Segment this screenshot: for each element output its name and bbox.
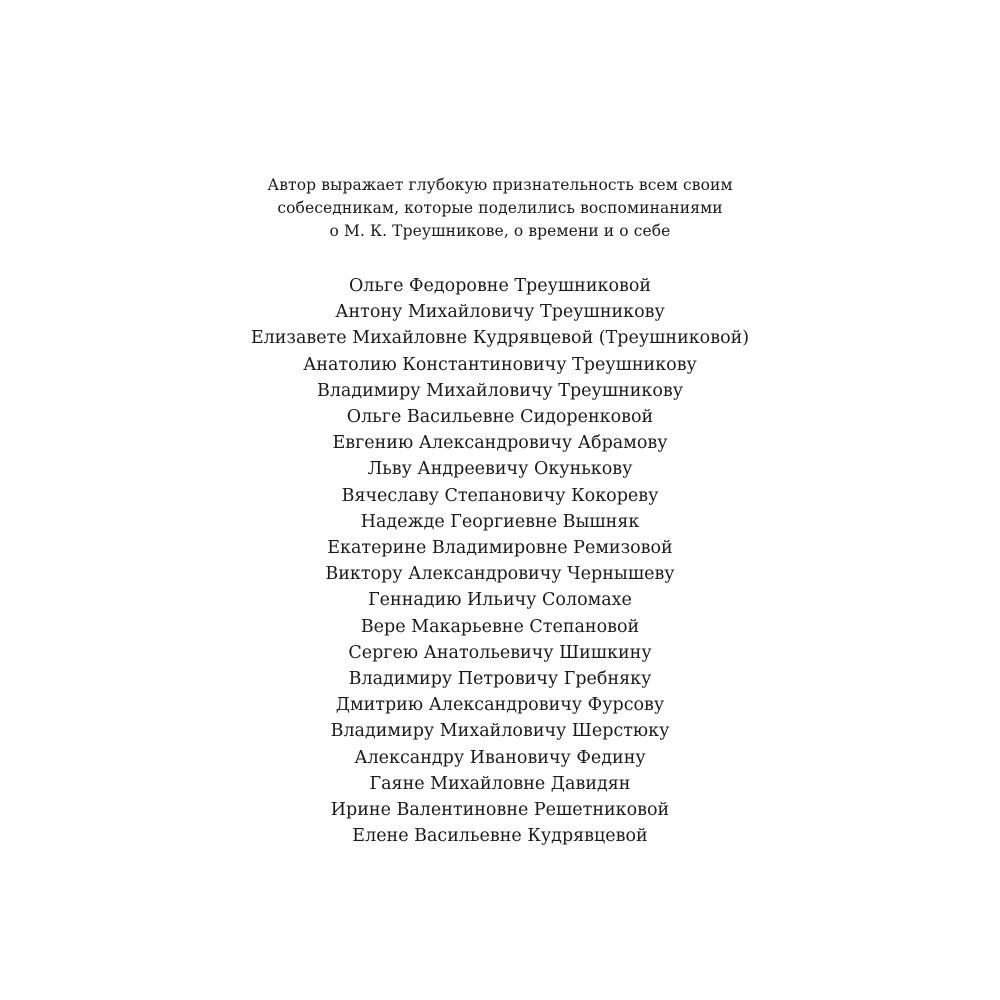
name-entry: Виктору Александровичу Чернышеву: [325, 564, 675, 585]
acknowledged-names-list: [150, 273, 850, 849]
name-entry: Евгению Александровичу Абрамову: [332, 433, 668, 454]
name-entry: Александру Ивановичу Федину: [354, 747, 646, 768]
acknowledgement-intro: [150, 174, 850, 243]
name-entry: Гаяне Михайловне Давидян: [369, 773, 631, 794]
name-entry: Сергею Анатольевичу Шишкину: [348, 642, 652, 663]
name-entry: Ольге Васильевне Сидоренковой: [346, 407, 654, 428]
name-entry: Анатолию Константиновичу Треушникову: [303, 354, 697, 375]
name-entry: Геннадию Ильичу Соломахе: [368, 590, 632, 611]
name-entry: Елене Васильевне Кудрявцевой: [352, 826, 648, 847]
name-entry: Ирине Валентиновне Решетниковой: [330, 800, 670, 821]
name-entry: Антону Михайловичу Треушникову: [335, 302, 665, 323]
name-entry: Льву Андреевичу Окунькову: [367, 459, 633, 480]
name-entry: Владимиру Михайловичу Треушникову: [316, 380, 684, 401]
intro-line: о М. К. Треушникове, о времени и о себе: [329, 222, 671, 240]
name-entry: Владимиру Петровичу Гребняку: [348, 669, 652, 690]
name-entry: Ольге Федоровне Треушниковой: [348, 276, 652, 296]
name-entry: Владимиру Михайловичу Шерстюку: [330, 721, 670, 742]
name-entry: Дмитрию Александровичу Фурсову: [335, 695, 665, 716]
name-entry: Екатерине Владимировне Ремизовой: [327, 538, 673, 559]
name-entry: Надежде Георгиевне Вышняк: [360, 511, 640, 532]
name-entry: Елизавете Михайловне Кудрявцевой (Треушниковой): [250, 328, 750, 349]
name-entry: Вере Макарьевне Степановой: [360, 616, 640, 637]
intro-line: Автор выражает глубокую признательность всем своим: [267, 176, 733, 194]
intro-line: собеседникам, которые поделились воспоминаниями: [277, 199, 723, 217]
name-entry: Вячеславу Степановичу Кокореву: [341, 485, 659, 506]
